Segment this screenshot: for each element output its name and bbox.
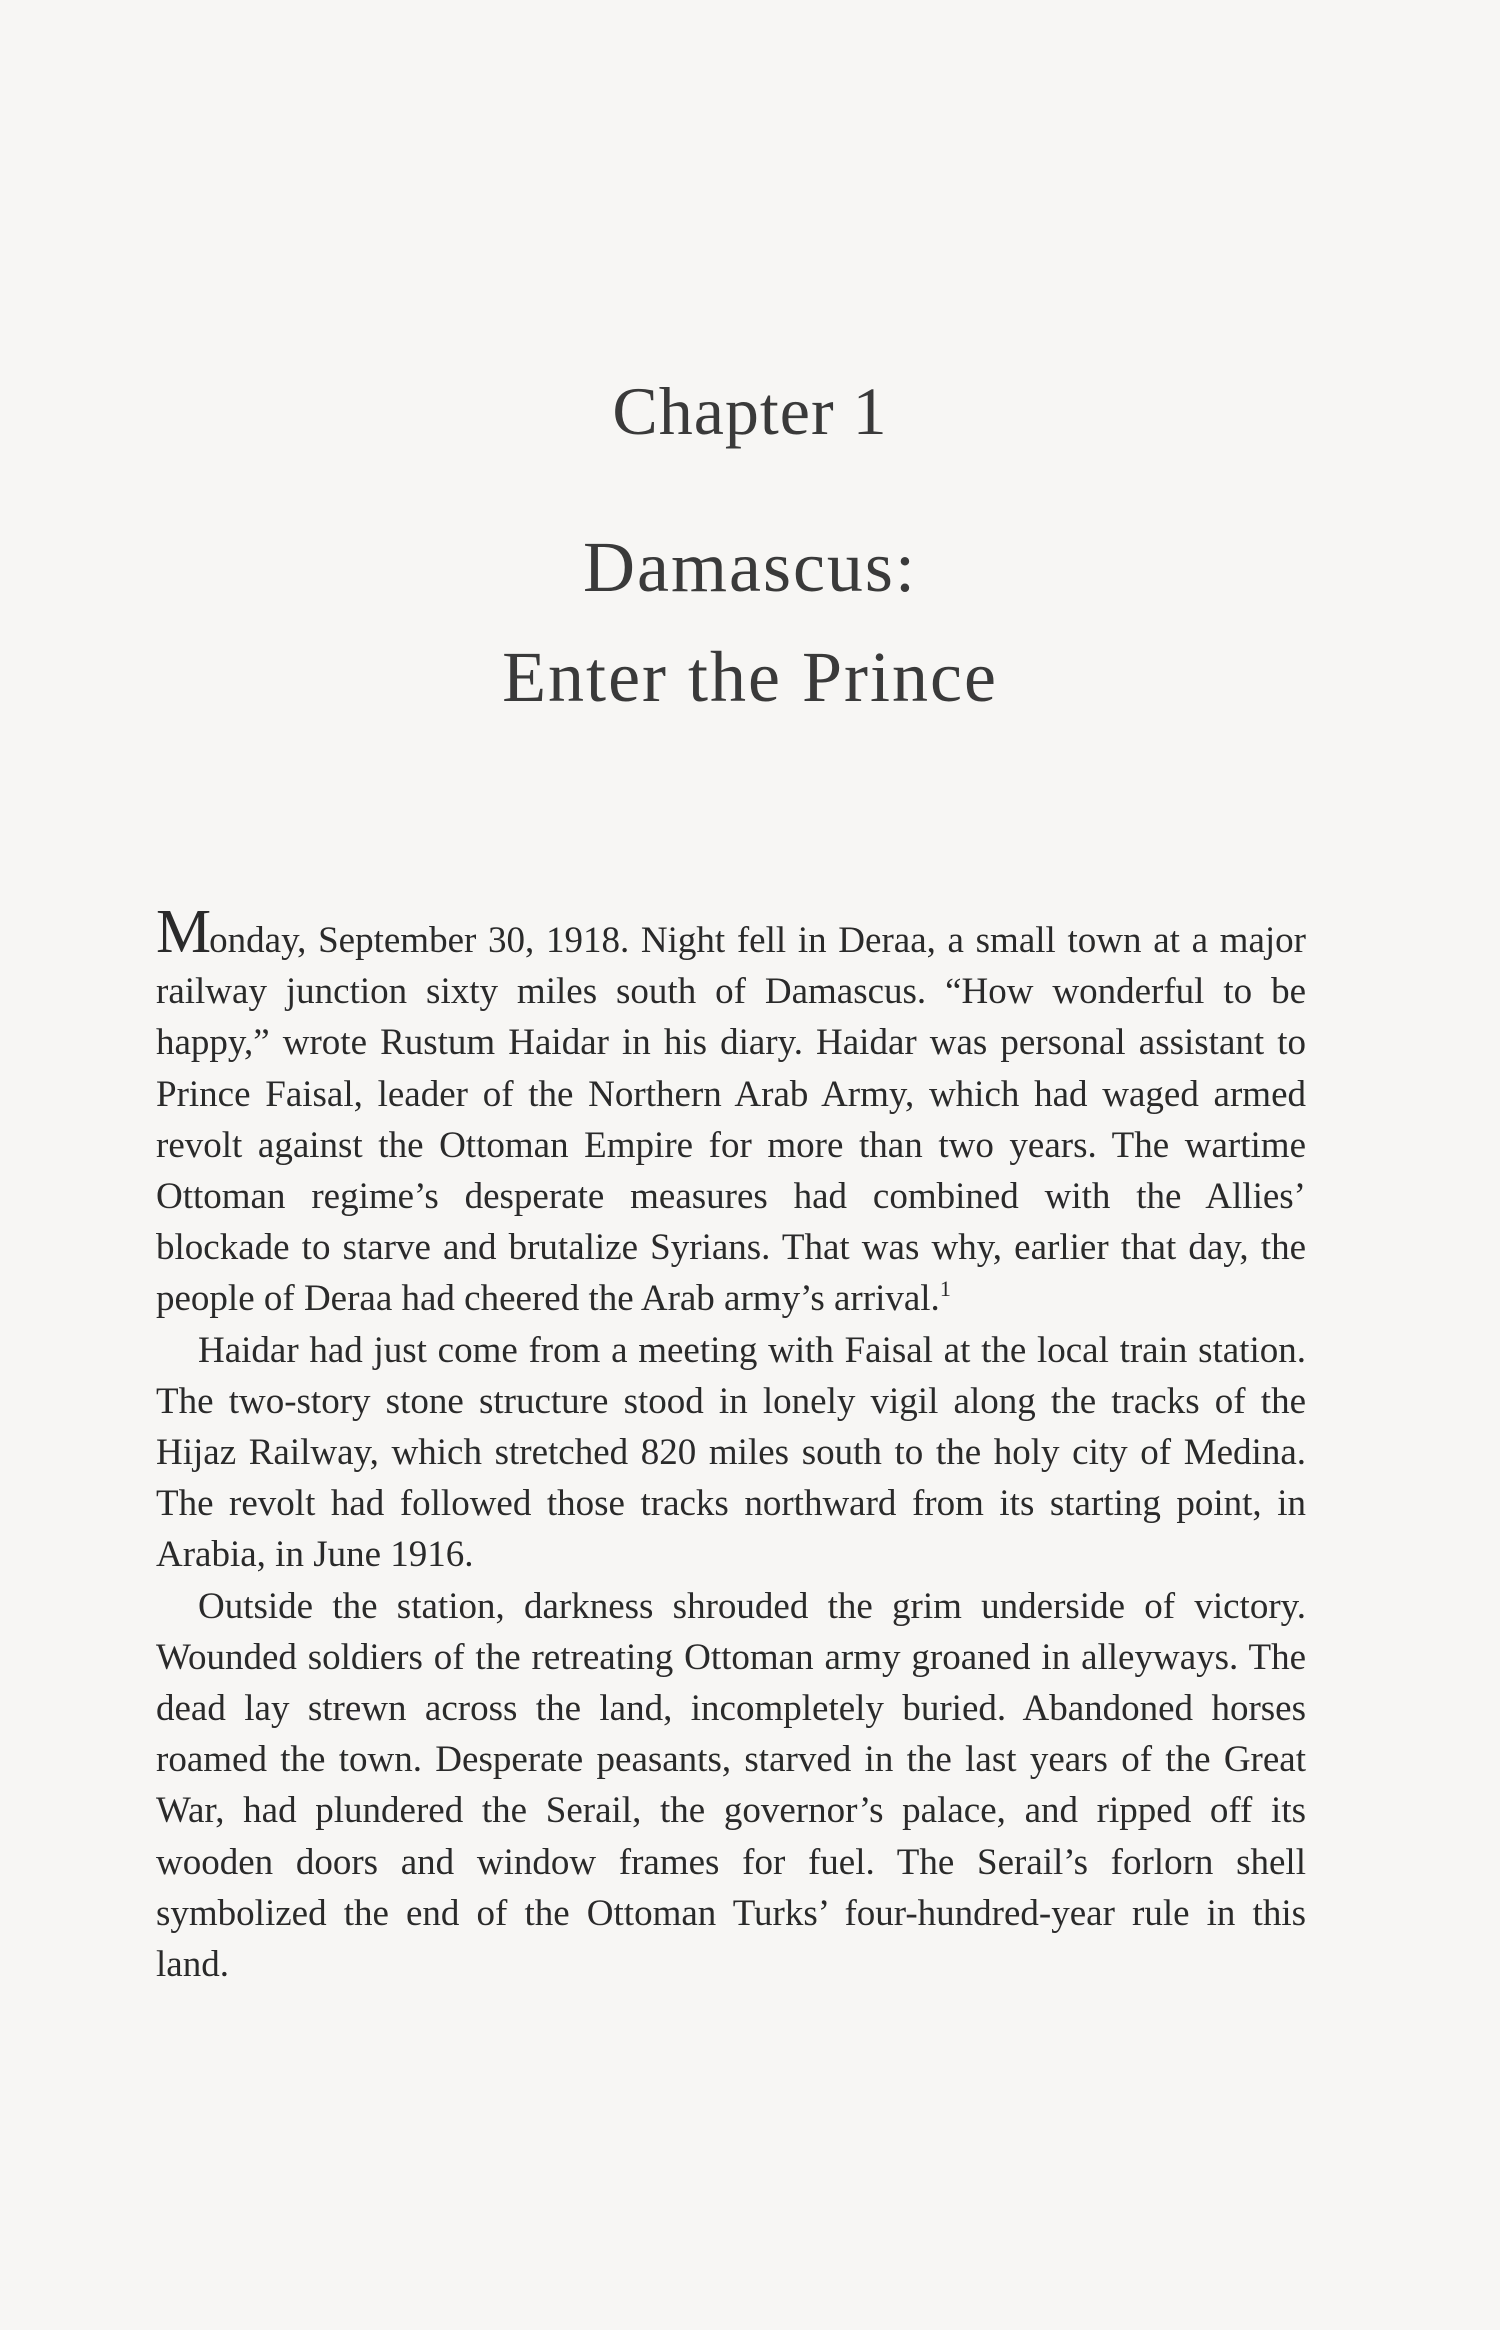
chapter-number: Chapter 1 — [612, 373, 888, 449]
chapter-title-line-1: Damascus: — [583, 527, 917, 607]
drop-cap: M — [156, 898, 210, 966]
paragraph-3: Outside the station, darkness shrouded the grim underside of victory. Wounded soldiers of the retreating Ottoman army groaned in alleyways. The dead lay strewn across the land, incompletely buried. Abandoned horses roamed the town. Desperate peasants, starved in the last years of the Great War, had plundered the Serail, the governor’s palace, and ripped off its wooden doors and window frames for fuel. The Serail’s forlorn shell symbolized the end of the Ottoman Turks’ four-hundred-year rule in this land. — [156, 1585, 1306, 1986]
paragraph-2: Haidar had just come from a meeting with Faisal at the local train station. The two-story stone structure stood in lonely vigil along the tracks of the Hijaz Railway, which stretched 820 miles south to the holy city of Medina. The revolt had followed those tracks northward from its starting point, in Arabia, in June 1916. — [156, 1329, 1306, 1576]
chapter-body — [156, 898, 1306, 1990]
footnote-marker[interactable]: 1 — [939, 1276, 951, 1302]
chapter-title — [0, 512, 1500, 732]
paragraph-1 — [156, 898, 1306, 1325]
chapter-title-line-2: Enter the Prince — [502, 637, 998, 717]
paragraph-1-text: onday, September 30, 1918. Night fell in Deraa, a small town at a major railway junction sixty miles south of Damascus. “How wonderful to be happy,” wrote Rustum Haidar in his diary. Haidar was personal assistant to Prince Faisal, leader of the Northern Arab Army, which had waged armed revolt against the Ottoman Empire for more than two years. The wartime Ottoman regime’s desperate measures had combined with the Allies’ blockade to starve and brutalize Syrians. That was why, earlier that day, the people of Deraa had cheered the Arab army’s arrival. — [156, 920, 1306, 1320]
